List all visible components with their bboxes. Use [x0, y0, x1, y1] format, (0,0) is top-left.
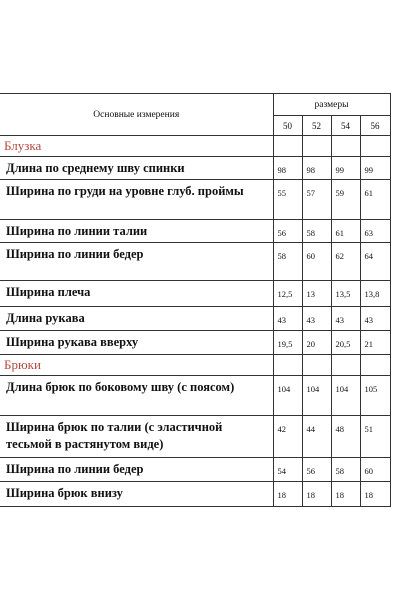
measurement-name: Ширина рукава вверху: [0, 331, 273, 355]
measurement-value: 58: [331, 458, 360, 482]
size-chart-table: [0, 93, 391, 507]
measurement-value: 51: [360, 416, 390, 458]
measurement-value: 13,8: [360, 281, 390, 307]
table-row: [0, 416, 390, 458]
measurement-value: 12,5: [273, 281, 302, 307]
table-row: [0, 331, 390, 355]
measurement-name: Ширина плеча: [0, 281, 273, 307]
measurement-value: 104: [331, 376, 360, 416]
measurement-value: 43: [331, 307, 360, 331]
measurement-name: Ширина брюк по талии (с эластичной тесьмой в растянутом виде): [0, 416, 273, 458]
measurement-value: 60: [302, 243, 331, 281]
measurement-name: Ширина по груди на уровне глуб. проймы: [0, 180, 273, 220]
measurement-value: 56: [273, 220, 302, 243]
measurement-value: 58: [273, 243, 302, 281]
table-row: [0, 307, 390, 331]
measurement-value: 99: [360, 157, 390, 180]
section-row-trousers: [0, 355, 390, 376]
measurement-value: 59: [331, 180, 360, 220]
measurement-name: Ширина брюк внизу: [0, 482, 273, 507]
size-header-cell: 56: [360, 116, 390, 136]
measurement-value: 20: [302, 331, 331, 355]
measurement-value: 18: [273, 482, 302, 507]
measurement-value: 54: [273, 458, 302, 482]
measurement-value: 43: [360, 307, 390, 331]
size-header-cell: 52: [302, 116, 331, 136]
table-row: [0, 180, 390, 220]
measurements-header: Основные измерения: [0, 94, 273, 136]
measurement-value: 13,5: [331, 281, 360, 307]
size-header-cell: 50: [273, 116, 302, 136]
measurement-name: Ширина по линии талии: [0, 220, 273, 243]
measurement-value: 98: [302, 157, 331, 180]
measurement-value: 60: [360, 458, 390, 482]
sizes-header: размеры: [273, 94, 390, 116]
measurement-value: 64: [360, 243, 390, 281]
measurement-name: Ширина по линии бедер: [0, 243, 273, 281]
measurement-value: 21: [360, 331, 390, 355]
measurement-value: 105: [360, 376, 390, 416]
table-row: [0, 482, 390, 507]
measurement-value: 56: [302, 458, 331, 482]
measurement-value: 98: [273, 157, 302, 180]
measurement-value: 48: [331, 416, 360, 458]
section-title: Блузка: [0, 136, 273, 157]
measurement-value: 104: [302, 376, 331, 416]
measurement-name: Длина по среднему шву спинки: [0, 157, 273, 180]
table-row: [0, 243, 390, 281]
measurement-value: 43: [302, 307, 331, 331]
measurement-value: 43: [273, 307, 302, 331]
table-row: [0, 376, 390, 416]
header-row: [0, 94, 390, 116]
measurement-value: 18: [331, 482, 360, 507]
table-row: [0, 157, 390, 180]
measurement-value: 20,5: [331, 331, 360, 355]
measurement-value: 42: [273, 416, 302, 458]
measurement-name: Длина брюк по боковому шву (с поясом): [0, 376, 273, 416]
measurement-value: 55: [273, 180, 302, 220]
measurement-value: 99: [331, 157, 360, 180]
measurement-value: 18: [302, 482, 331, 507]
measurement-value: 58: [302, 220, 331, 243]
measurement-value: 19,5: [273, 331, 302, 355]
measurement-value: 62: [331, 243, 360, 281]
size-header-cell: 54: [331, 116, 360, 136]
measurement-value: 61: [360, 180, 390, 220]
measurement-value: 44: [302, 416, 331, 458]
section-row-blouse: [0, 136, 390, 157]
measurement-value: 18: [360, 482, 390, 507]
table-row: [0, 281, 390, 307]
measurement-value: 13: [302, 281, 331, 307]
measurement-name: Длина рукава: [0, 307, 273, 331]
measurement-name: Ширина по линии бедер: [0, 458, 273, 482]
measurement-value: 104: [273, 376, 302, 416]
section-title: Брюки: [0, 355, 273, 376]
measurement-value: 57: [302, 180, 331, 220]
measurement-value: 63: [360, 220, 390, 243]
table-row: [0, 458, 390, 482]
measurement-value: 61: [331, 220, 360, 243]
table-row: [0, 220, 390, 243]
